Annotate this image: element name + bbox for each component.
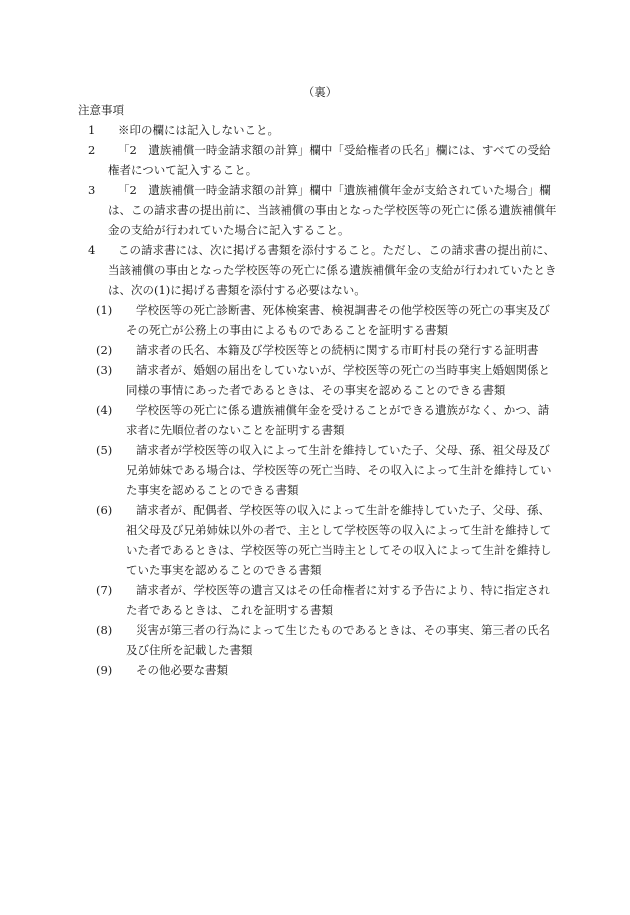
note-number: 2 bbox=[88, 143, 96, 157]
note-item-4 bbox=[78, 240, 558, 300]
page-side-label: （裏） bbox=[302, 85, 338, 99]
attachment-text: 学校医等の死亡に係る遺族補償年金を受けることができる遺族がなく、かつ、請求者に先順位者のないことを証明する書類 bbox=[126, 403, 550, 437]
note-text: 「2 遺族補償一時金請求額の計算」欄中「受給権者の氏名」欄には、すべての受給権者について記入すること。 bbox=[108, 143, 551, 177]
attachment-item-7 bbox=[78, 580, 558, 620]
attachment-item-6 bbox=[78, 500, 558, 580]
attachment-number: (4) bbox=[96, 403, 113, 417]
attachment-item-8 bbox=[78, 620, 558, 660]
note-number: 3 bbox=[88, 183, 96, 197]
attachment-number: (5) bbox=[96, 443, 113, 457]
note-number: 4 bbox=[88, 243, 96, 257]
attachment-text: 請求者が学校医等の収入によって生計を維持していた子、父母、孫、祖父母及び兄弟姉妹である場合は、学校医等の死亡当時、その収入によって生計を維持していた事実を認めることのできる書類 bbox=[126, 443, 552, 497]
attachment-text: 学校医等の死亡診断書、死体検案書、検視調書その他学校医等の死亡の事実及びその死亡が公務上の事由によるものであることを証明する書類 bbox=[126, 303, 550, 337]
note-item-1 bbox=[78, 120, 558, 140]
attachment-item-5 bbox=[78, 440, 558, 500]
attachment-item-3 bbox=[78, 360, 558, 400]
note-text: 「2 遺族補償一時金請求額の計算」欄中「遺族補償年金が支給されていた場合」欄は、この請求書の提出前に、当該補償の事由となった学校医等の死亡に係る遺族補償年金の支給が行われていた場合に記入すること。 bbox=[108, 183, 557, 237]
attachment-text: 請求者が、配偶者、学校医等の収入によって生計を維持していた子、父母、孫、祖父母及び兄弟姉妹以外の者で、主として学校医等の収入によって生計を維持していた者であるときは、学校医等の死亡当時主としてその収入によって生計を維持していた事実を認めることのできる書類 bbox=[126, 503, 552, 577]
note-text: この請求書には、次に掲げる書類を添付すること。ただし、この請求書の提出前に、当該補償の事由となった学校医等の死亡に係る遺族補償年金の支給が行われていたときは、次の(1)に掲げる書類を添付する必要はない。 bbox=[108, 243, 557, 297]
attachment-number: (6) bbox=[96, 503, 113, 517]
attachment-text: 請求者が、学校医等の遺言又はその任命権者に対する予告により、特に指定された者であるときは、これを証明する書類 bbox=[126, 583, 550, 617]
note-item-2 bbox=[78, 140, 558, 180]
attachment-number: (8) bbox=[96, 623, 113, 637]
attachment-item-4 bbox=[78, 400, 558, 440]
attachment-text: その他必要な書類 bbox=[136, 663, 228, 677]
attachment-number: (3) bbox=[96, 363, 113, 377]
attachment-number: (9) bbox=[96, 663, 113, 677]
attachment-text: 災害が第三者の行為によって生じたものであるときは、その事実、第三者の氏名及び住所を記載した書類 bbox=[126, 623, 550, 657]
notes-heading: 注意事項 bbox=[78, 103, 124, 117]
attachment-list bbox=[78, 300, 558, 680]
note-number: 1 bbox=[88, 123, 96, 137]
note-item-3 bbox=[78, 180, 558, 240]
attachment-item-2 bbox=[78, 340, 558, 360]
note-text: ※印の欄には記入しないこと。 bbox=[118, 123, 279, 137]
attachment-item-1 bbox=[78, 300, 558, 340]
attachment-item-9 bbox=[78, 660, 558, 680]
attachment-text: 請求者の氏名、本籍及び学校医等との続柄に関する市町村長の発行する証明書 bbox=[136, 343, 539, 357]
attachment-number: (7) bbox=[96, 583, 113, 597]
notes-list bbox=[78, 120, 558, 680]
attachment-number: (2) bbox=[96, 343, 113, 357]
attachment-number: (1) bbox=[96, 303, 113, 317]
attachment-text: 請求者が、婚姻の届出をしていないが、学校医等の死亡の当時事実上婚姻関係と同様の事情にあった者であるときは、その事実を認めることのできる書類 bbox=[126, 363, 550, 397]
